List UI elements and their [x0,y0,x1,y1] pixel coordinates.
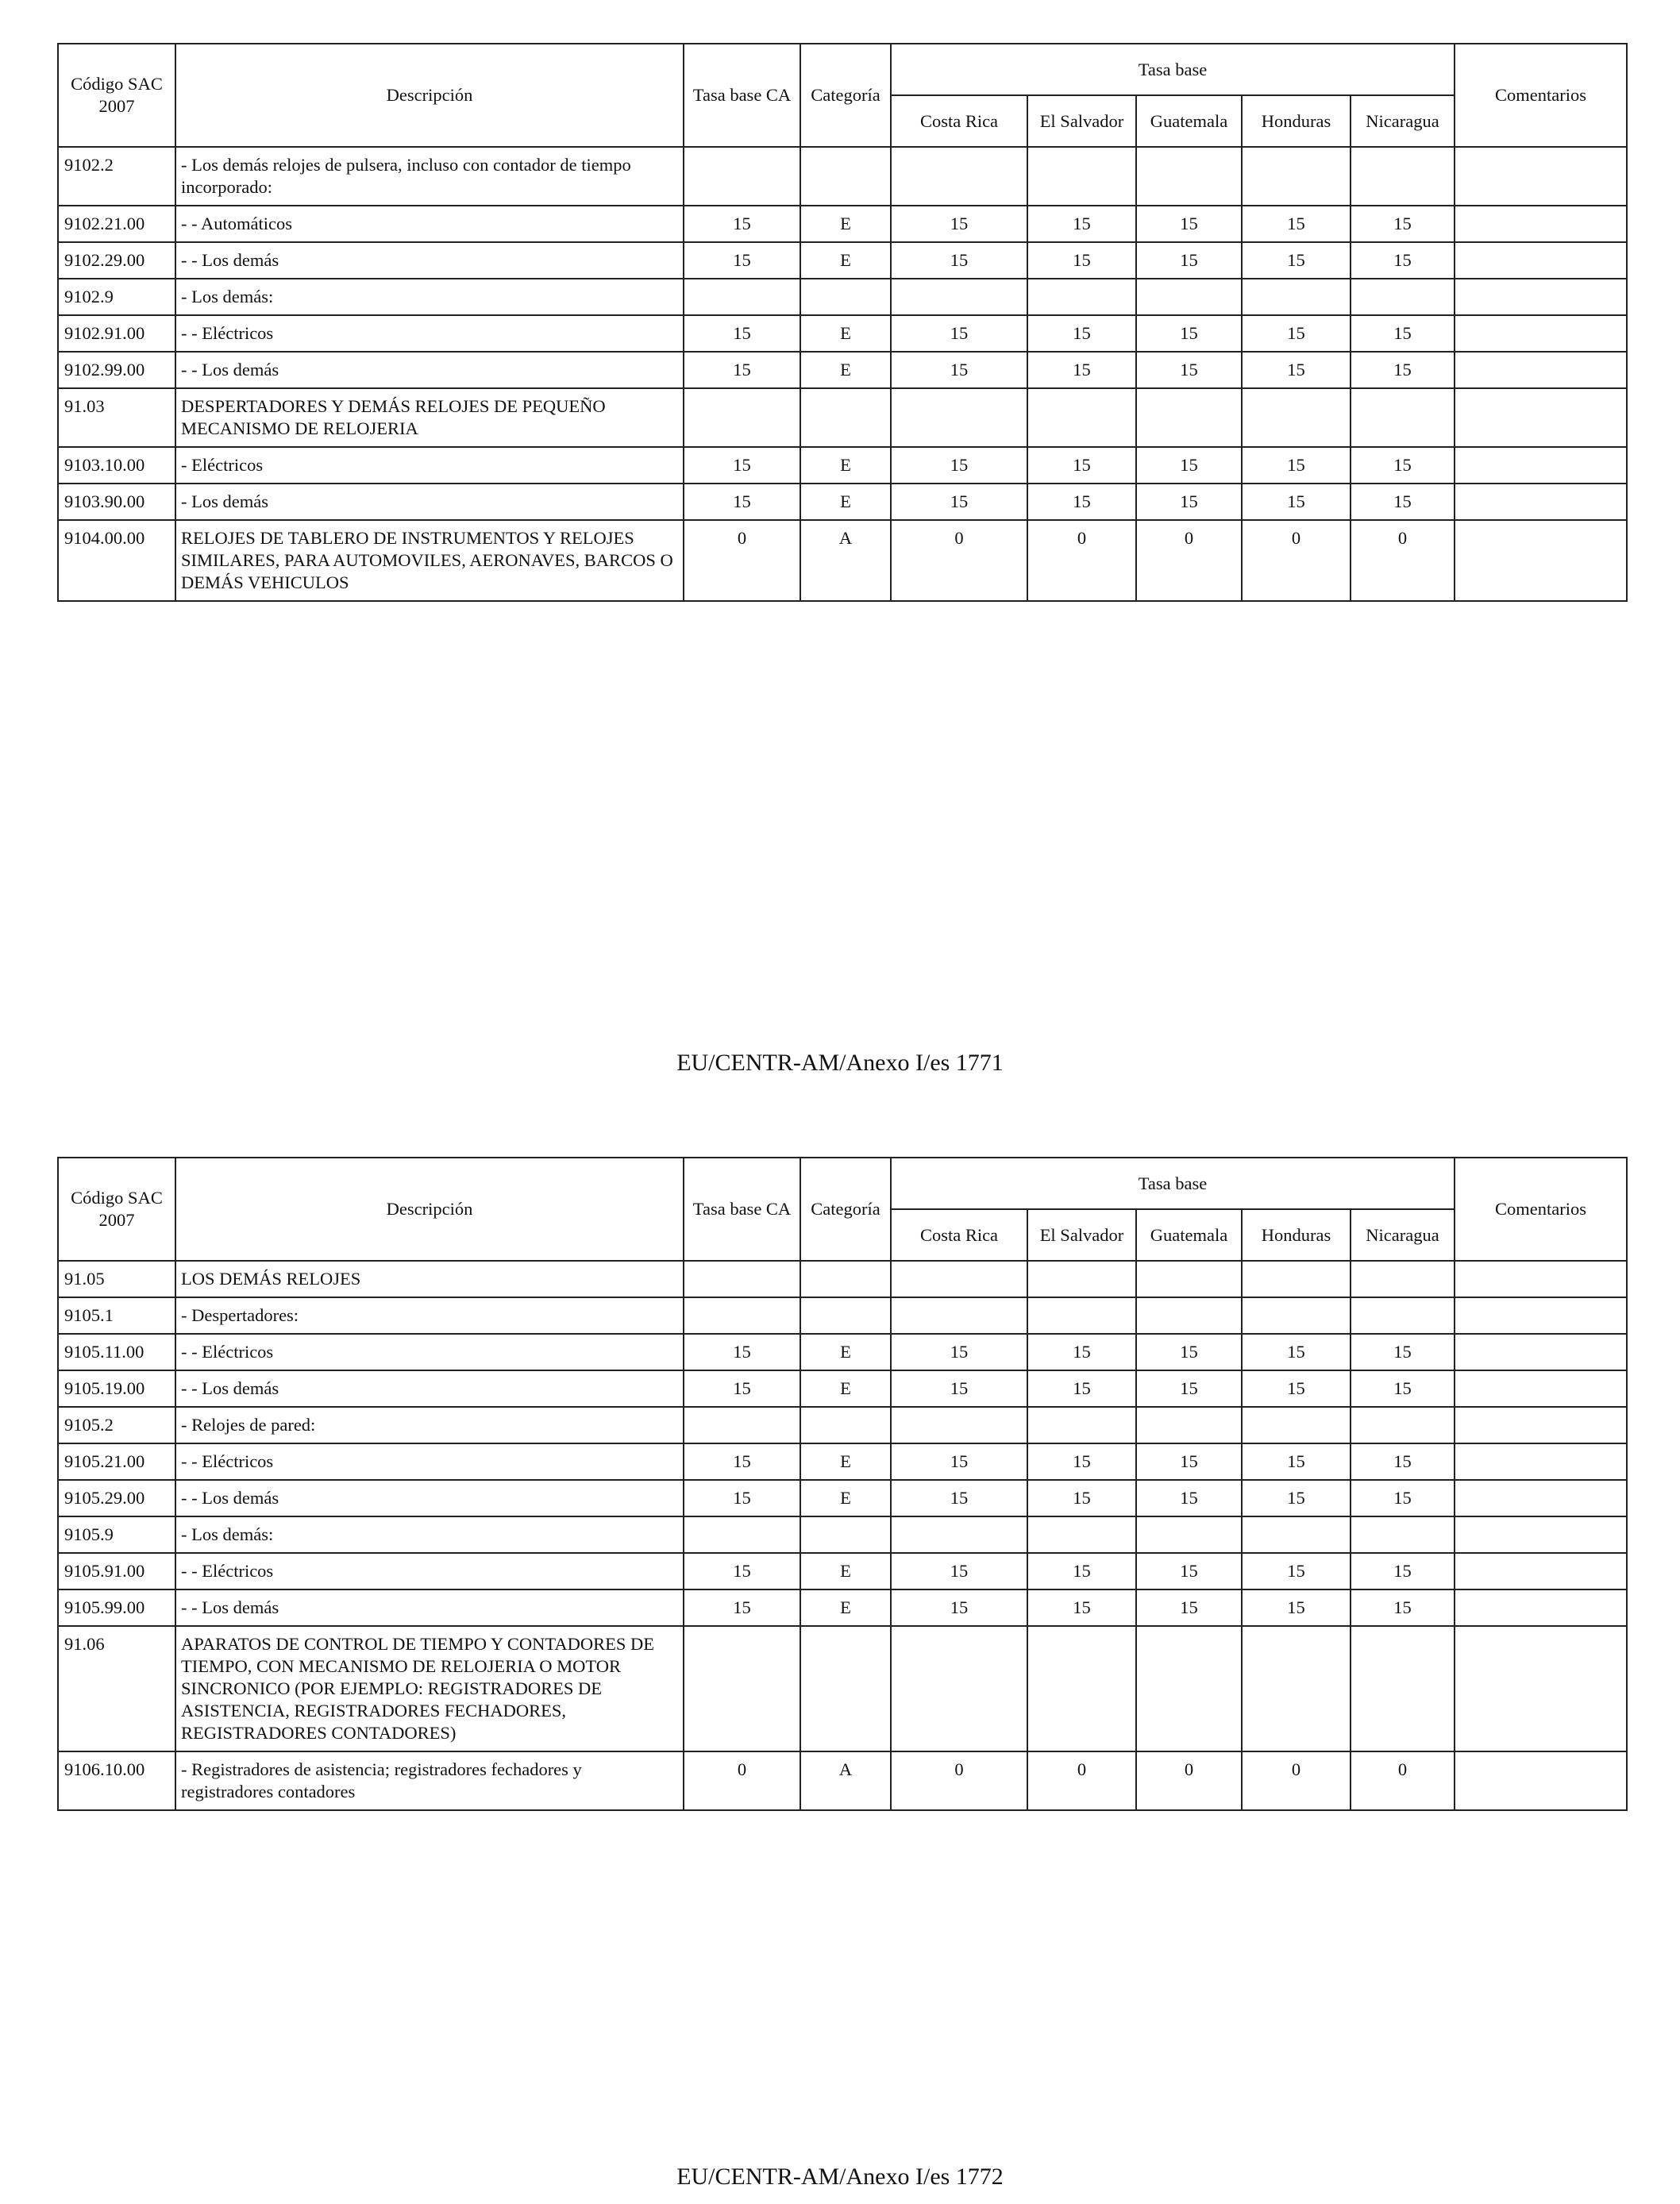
cell-costa-rica: 15 [891,1334,1027,1370]
cell-honduras [1242,1261,1351,1297]
header-tasa-base-ca: Tasa base CA [684,44,800,147]
cell-el-salvador: 0 [1027,1751,1136,1810]
cell-comentarios [1455,1407,1627,1443]
cell-honduras: 15 [1242,315,1351,352]
table-row [58,1626,1627,1751]
table-row [58,1334,1627,1370]
cell-comentarios [1455,447,1627,484]
cell-descripcion: - - Los demás [175,352,684,388]
cell-tasa-base-ca: 15 [684,1589,800,1626]
cell-categoria: E [800,352,891,388]
cell-descripcion: - Despertadores: [175,1297,684,1334]
cell-honduras: 15 [1242,1589,1351,1626]
table-row [58,279,1627,315]
cell-comentarios [1455,1553,1627,1589]
cell-tasa-base-ca: 15 [684,447,800,484]
table-row [58,352,1627,388]
table-header [58,44,1627,147]
cell-el-salvador: 15 [1027,242,1136,279]
cell-honduras: 15 [1242,1370,1351,1407]
cell-nicaragua: 15 [1351,242,1455,279]
table-row [58,520,1627,601]
cell-guatemala [1136,1626,1242,1751]
cell-categoria: E [800,1334,891,1370]
cell-descripcion: DESPERTADORES Y DEMÁS RELOJES DE PEQUEÑO MECANISMO DE RELOJERIA [175,388,684,447]
cell-costa-rica: 15 [891,447,1027,484]
cell-comentarios [1455,1626,1627,1751]
table-row [58,1370,1627,1407]
table-row [58,1443,1627,1480]
cell-costa-rica [891,279,1027,315]
cell-comentarios [1455,279,1627,315]
header-el-salvador: El Salvador [1027,95,1136,147]
cell-tasa-base-ca: 0 [684,1751,800,1810]
cell-codigo: 9105.1 [58,1297,175,1334]
cell-nicaragua: 15 [1351,206,1455,242]
cell-nicaragua: 15 [1351,352,1455,388]
cell-honduras: 15 [1242,447,1351,484]
cell-tasa-base-ca [684,279,800,315]
cell-comentarios [1455,315,1627,352]
table-row [58,242,1627,279]
cell-categoria: E [800,1589,891,1626]
cell-nicaragua: 15 [1351,1443,1455,1480]
cell-honduras [1242,1407,1351,1443]
cell-el-salvador: 15 [1027,315,1136,352]
cell-tasa-base-ca: 15 [684,1370,800,1407]
cell-el-salvador: 15 [1027,206,1136,242]
cell-codigo: 9105.19.00 [58,1370,175,1407]
cell-codigo: 9105.21.00 [58,1443,175,1480]
cell-descripcion: - Eléctricos [175,447,684,484]
cell-codigo: 91.03 [58,388,175,447]
cell-honduras: 15 [1242,1334,1351,1370]
cell-categoria: A [800,1751,891,1810]
cell-tasa-base-ca: 15 [684,1553,800,1589]
header-tasa-base: Tasa base [891,1158,1455,1209]
cell-costa-rica: 15 [891,206,1027,242]
cell-descripcion: - - Eléctricos [175,1334,684,1370]
cell-comentarios [1455,388,1627,447]
cell-guatemala: 15 [1136,1480,1242,1516]
header-guatemala: Guatemala [1136,1209,1242,1261]
cell-honduras: 15 [1242,206,1351,242]
cell-costa-rica: 15 [891,315,1027,352]
cell-nicaragua [1351,1407,1455,1443]
cell-guatemala: 15 [1136,242,1242,279]
cell-codigo: 9106.10.00 [58,1751,175,1810]
cell-tasa-base-ca [684,147,800,206]
cell-categoria [800,1626,891,1751]
cell-costa-rica: 15 [891,1553,1027,1589]
cell-nicaragua [1351,1297,1455,1334]
header-comentarios: Comentarios [1455,44,1627,147]
cell-el-salvador [1027,1516,1136,1553]
cell-descripcion: - - Eléctricos [175,315,684,352]
cell-costa-rica: 15 [891,1480,1027,1516]
cell-descripcion: - - Los demás [175,1480,684,1516]
cell-categoria: E [800,1370,891,1407]
cell-comentarios [1455,1334,1627,1370]
cell-categoria [800,1407,891,1443]
cell-categoria [800,147,891,206]
cell-el-salvador [1027,279,1136,315]
cell-el-salvador: 15 [1027,1480,1136,1516]
cell-tasa-base-ca [684,1516,800,1553]
cell-descripcion: APARATOS DE CONTROL DE TIEMPO Y CONTADORES DE TIEMPO, CON MECANISMO DE RELOJERIA O MOTOR SINCRONICO (POR EJEMPLO: REGISTRADORES DE ASISTENCIA, REGISTRADORES FECHADORES, REGISTRADORES CONTADORES) [175,1626,684,1751]
table-row [58,1480,1627,1516]
table-row [58,315,1627,352]
cell-guatemala: 15 [1136,315,1242,352]
cell-comentarios [1455,1261,1627,1297]
cell-tasa-base-ca: 15 [684,1480,800,1516]
cell-nicaragua: 0 [1351,520,1455,601]
header-costa-rica: Costa Rica [891,95,1027,147]
cell-comentarios [1455,147,1627,206]
cell-guatemala [1136,1261,1242,1297]
cell-codigo: 9104.00.00 [58,520,175,601]
cell-el-salvador: 15 [1027,484,1136,520]
header-descripcion: Descripción [175,1158,684,1261]
cell-guatemala [1136,279,1242,315]
cell-comentarios [1455,1297,1627,1334]
cell-comentarios [1455,520,1627,601]
cell-costa-rica: 0 [891,1751,1027,1810]
cell-nicaragua: 15 [1351,1589,1455,1626]
cell-codigo: 9103.10.00 [58,447,175,484]
cell-categoria: A [800,520,891,601]
cell-comentarios [1455,1370,1627,1407]
cell-categoria: E [800,447,891,484]
cell-guatemala: 15 [1136,484,1242,520]
cell-honduras [1242,1516,1351,1553]
cell-comentarios [1455,1589,1627,1626]
header-nicaragua: Nicaragua [1351,1209,1455,1261]
cell-categoria [800,1261,891,1297]
cell-el-salvador [1027,1626,1136,1751]
cell-comentarios [1455,1443,1627,1480]
header-el-salvador: El Salvador [1027,1209,1136,1261]
cell-costa-rica: 15 [891,242,1027,279]
cell-codigo: 9105.91.00 [58,1553,175,1589]
cell-el-salvador [1027,1297,1136,1334]
header-tasa-base-ca: Tasa base CA [684,1158,800,1261]
cell-honduras [1242,388,1351,447]
cell-tasa-base-ca: 15 [684,1443,800,1480]
cell-el-salvador: 0 [1027,520,1136,601]
cell-tasa-base-ca: 0 [684,520,800,601]
cell-el-salvador: 15 [1027,1370,1136,1407]
cell-honduras: 0 [1242,1751,1351,1810]
cell-comentarios [1455,352,1627,388]
cell-comentarios [1455,1480,1627,1516]
header-comentarios: Comentarios [1455,1158,1627,1261]
cell-tasa-base-ca: 15 [684,1334,800,1370]
cell-categoria [800,279,891,315]
cell-codigo: 91.05 [58,1261,175,1297]
cell-guatemala: 15 [1136,206,1242,242]
header-costa-rica: Costa Rica [891,1209,1027,1261]
cell-costa-rica [891,1261,1027,1297]
cell-nicaragua: 15 [1351,484,1455,520]
cell-el-salvador [1027,388,1136,447]
cell-costa-rica: 15 [891,352,1027,388]
cell-el-salvador: 15 [1027,1443,1136,1480]
cell-nicaragua: 15 [1351,1480,1455,1516]
cell-codigo: 9102.99.00 [58,352,175,388]
header-categoria: Categoría [800,44,891,147]
cell-honduras: 15 [1242,352,1351,388]
cell-descripcion: - - Automáticos [175,206,684,242]
cell-nicaragua: 15 [1351,1370,1455,1407]
cell-tasa-base-ca [684,1297,800,1334]
cell-costa-rica: 15 [891,1443,1027,1480]
cell-codigo: 9105.9 [58,1516,175,1553]
cell-guatemala [1136,388,1242,447]
cell-categoria: E [800,1443,891,1480]
cell-nicaragua: 15 [1351,315,1455,352]
cell-el-salvador [1027,1407,1136,1443]
cell-costa-rica [891,1297,1027,1334]
table-row [58,388,1627,447]
cell-guatemala: 15 [1136,1553,1242,1589]
cell-el-salvador: 15 [1027,1334,1136,1370]
cell-descripcion: - Los demás relojes de pulsera, incluso con contador de tiempo incorporado: [175,147,684,206]
page-footer: EU/CENTR-AM/Anexo I/es 1771 [676,1050,1004,1076]
header-codigo: Código SAC 2007 [58,1158,175,1261]
cell-tasa-base-ca: 15 [684,242,800,279]
cell-codigo: 9103.90.00 [58,484,175,520]
cell-tasa-base-ca: 15 [684,206,800,242]
cell-comentarios [1455,242,1627,279]
cell-guatemala: 0 [1136,520,1242,601]
cell-costa-rica: 15 [891,1589,1027,1626]
cell-honduras [1242,1626,1351,1751]
cell-el-salvador [1027,147,1136,206]
cell-honduras [1242,1297,1351,1334]
cell-honduras [1242,147,1351,206]
cell-categoria: E [800,1480,891,1516]
cell-honduras: 15 [1242,1443,1351,1480]
cell-nicaragua: 15 [1351,1553,1455,1589]
cell-guatemala: 0 [1136,1751,1242,1810]
cell-comentarios [1455,206,1627,242]
cell-descripcion: - Los demás [175,484,684,520]
cell-categoria: E [800,242,891,279]
cell-nicaragua: 0 [1351,1751,1455,1810]
cell-honduras: 15 [1242,1480,1351,1516]
cell-codigo: 9102.2 [58,147,175,206]
cell-guatemala: 15 [1136,1370,1242,1407]
cell-descripcion: LOS DEMÁS RELOJES [175,1261,684,1297]
cell-costa-rica [891,1626,1027,1751]
cell-comentarios [1455,484,1627,520]
header-tasa-base: Tasa base [891,44,1455,95]
cell-guatemala: 15 [1136,1443,1242,1480]
page-footer: EU/CENTR-AM/Anexo I/es 1772 [676,2164,1004,2190]
table-row [58,147,1627,206]
cell-costa-rica [891,1407,1027,1443]
cell-guatemala: 15 [1136,447,1242,484]
cell-guatemala: 15 [1136,1334,1242,1370]
cell-codigo: 9105.99.00 [58,1589,175,1626]
cell-nicaragua [1351,388,1455,447]
cell-costa-rica [891,1516,1027,1553]
cell-tasa-base-ca [684,388,800,447]
cell-costa-rica: 0 [891,520,1027,601]
cell-guatemala: 15 [1136,352,1242,388]
cell-codigo: 9105.11.00 [58,1334,175,1370]
table-row [58,1516,1627,1553]
cell-nicaragua [1351,147,1455,206]
cell-tasa-base-ca: 15 [684,352,800,388]
cell-codigo: 9105.2 [58,1407,175,1443]
table-row [58,1407,1627,1443]
tariff-table-2 [57,1157,1628,1811]
cell-nicaragua [1351,1626,1455,1751]
cell-codigo: 9102.29.00 [58,242,175,279]
cell-costa-rica [891,388,1027,447]
header-guatemala: Guatemala [1136,95,1242,147]
cell-guatemala [1136,147,1242,206]
header-descripcion: Descripción [175,44,684,147]
cell-comentarios [1455,1516,1627,1553]
table-row [58,1751,1627,1810]
cell-categoria [800,1516,891,1553]
table-row [58,206,1627,242]
table-body [58,147,1627,601]
table-row [58,1297,1627,1334]
cell-guatemala [1136,1297,1242,1334]
cell-el-salvador: 15 [1027,352,1136,388]
cell-codigo: 9105.29.00 [58,1480,175,1516]
table-row [58,1261,1627,1297]
cell-descripcion: - - Los demás [175,1589,684,1626]
cell-categoria: E [800,484,891,520]
cell-descripcion: - Relojes de pared: [175,1407,684,1443]
cell-tasa-base-ca: 15 [684,315,800,352]
cell-tasa-base-ca [684,1407,800,1443]
cell-comentarios [1455,1751,1627,1810]
cell-codigo: 9102.91.00 [58,315,175,352]
table-row [58,484,1627,520]
cell-costa-rica: 15 [891,1370,1027,1407]
cell-honduras: 15 [1242,1553,1351,1589]
cell-nicaragua: 15 [1351,1334,1455,1370]
header-honduras: Honduras [1242,1209,1351,1261]
cell-el-salvador: 15 [1027,1553,1136,1589]
cell-guatemala [1136,1407,1242,1443]
table-row [58,1553,1627,1589]
cell-descripcion: - Los demás: [175,1516,684,1553]
cell-el-salvador: 15 [1027,447,1136,484]
cell-codigo: 91.06 [58,1626,175,1751]
cell-guatemala [1136,1516,1242,1553]
cell-nicaragua [1351,1261,1455,1297]
cell-tasa-base-ca [684,1261,800,1297]
cell-tasa-base-ca [684,1626,800,1751]
cell-categoria [800,388,891,447]
header-honduras: Honduras [1242,95,1351,147]
cell-nicaragua [1351,279,1455,315]
cell-descripcion: - - Eléctricos [175,1443,684,1480]
cell-descripcion: - - Los demás [175,1370,684,1407]
cell-descripcion: - Los demás: [175,279,684,315]
cell-costa-rica: 15 [891,484,1027,520]
cell-categoria: E [800,315,891,352]
cell-honduras [1242,279,1351,315]
header-categoria: Categoría [800,1158,891,1261]
table-header [58,1158,1627,1261]
cell-honduras: 15 [1242,242,1351,279]
cell-el-salvador [1027,1261,1136,1297]
cell-codigo: 9102.9 [58,279,175,315]
table-body [58,1261,1627,1810]
header-codigo: Código SAC 2007 [58,44,175,147]
cell-descripcion: - - Los demás [175,242,684,279]
cell-categoria: E [800,206,891,242]
cell-guatemala: 15 [1136,1589,1242,1626]
cell-descripcion: RELOJES DE TABLERO DE INSTRUMENTOS Y RELOJES SIMILARES, PARA AUTOMOVILES, AERONAVES, BARCOS O DEMÁS VEHICULOS [175,520,684,601]
cell-codigo: 9102.21.00 [58,206,175,242]
cell-costa-rica [891,147,1027,206]
cell-nicaragua: 15 [1351,447,1455,484]
cell-honduras: 0 [1242,520,1351,601]
header-nicaragua: Nicaragua [1351,95,1455,147]
cell-el-salvador: 15 [1027,1589,1136,1626]
cell-categoria: E [800,1553,891,1589]
cell-descripcion: - Registradores de asistencia; registradores fechadores y registradores contadores [175,1751,684,1810]
cell-nicaragua [1351,1516,1455,1553]
cell-descripcion: - - Eléctricos [175,1553,684,1589]
table-row [58,1589,1627,1626]
tariff-table-1 [57,43,1628,602]
cell-tasa-base-ca: 15 [684,484,800,520]
cell-honduras: 15 [1242,484,1351,520]
table-row [58,447,1627,484]
cell-categoria [800,1297,891,1334]
